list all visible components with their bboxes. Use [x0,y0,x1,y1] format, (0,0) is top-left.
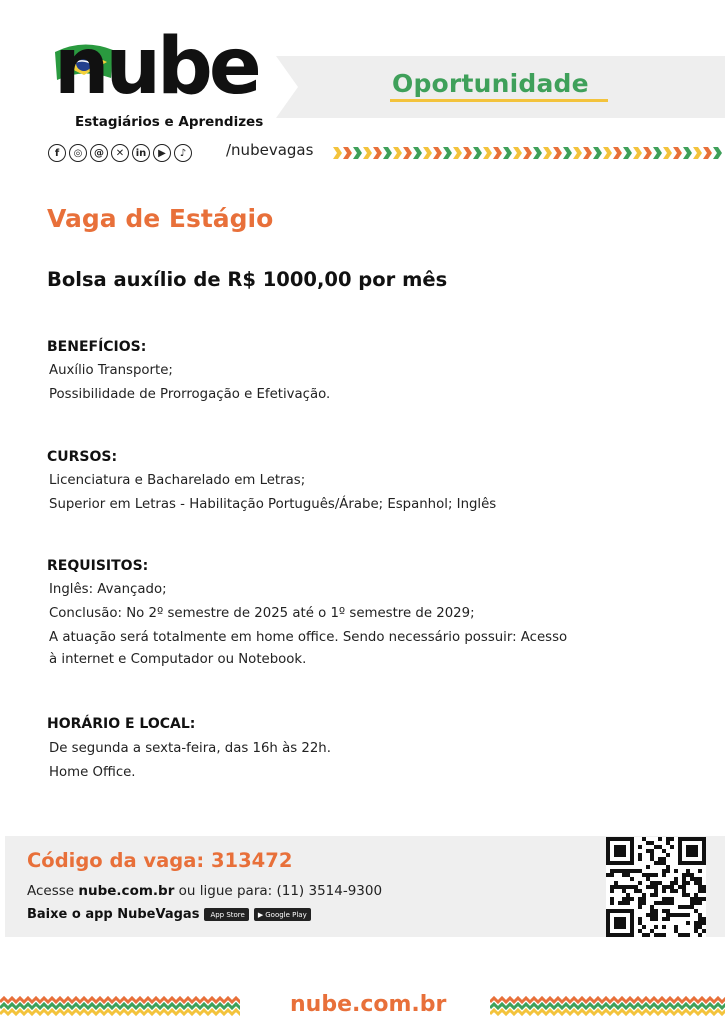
social-icons [48,142,192,164]
app-label: Baixe o app NubeVagas [27,907,200,922]
linkedin-icon[interactable]: in [132,144,150,162]
job-title: Vaga de Estágio [47,204,274,233]
benefits-line: Possibilidade de Prorrogação e Efetivação. [49,387,331,402]
app-download-row [27,907,311,922]
app-store-label: App Store [210,910,245,919]
benefits-line: Auxílio Transporte; [49,363,173,378]
banner-underline [390,99,608,102]
qr-code[interactable] [606,837,706,937]
contact-prefix: Acesse [27,883,79,899]
courses-line: Licenciatura e Bacharelado em Letras; [49,473,306,488]
instagram-icon[interactable]: ◎ [69,144,87,162]
vacancy-code: Código da vaga: 313472 [27,849,293,872]
threads-icon[interactable]: @ [90,144,108,162]
contact-site-link[interactable]: nube.com.br [78,883,175,899]
banner-label: Oportunidade [392,69,589,98]
schedule-heading: HORÁRIO E LOCAL: [47,716,196,732]
requirements-heading: REQUISITOS: [47,558,149,574]
zigzag-pattern-left [0,996,240,1018]
youtube-icon[interactable]: ▶ [153,144,171,162]
chevron-pattern [333,146,725,160]
courses-line: Superior em Letras - Habilitação Português/Árabe; Espanhol; Inglês [49,497,497,512]
google-play-label: Google Play [265,910,307,919]
facebook-icon[interactable]: f [48,144,66,162]
zigzag-pattern-right [490,996,725,1018]
requirements-line: Inglês: Avançado; [49,582,167,597]
play-icon: ▶ [257,910,264,919]
google-play-badge[interactable] [254,908,311,921]
requirements-line: à internet e Computador ou Notebook. [49,652,307,667]
x-icon[interactable]: ✕ [111,144,129,162]
stipend: Bolsa auxílio de R$ 1000,00 por mês [47,268,448,291]
social-handle: /nubevagas [226,141,314,159]
schedule-line: De segunda a sexta-feira, das 16h às 22h. [49,741,331,756]
nube-logo [48,22,264,134]
courses-heading: CURSOS: [47,449,118,465]
requirements-line: Conclusão: No 2º semestre de 2025 até o 1º semestre de 2029; [49,606,475,621]
nube-wordmark: nube [54,22,258,112]
requirements-line: A atuação será totalmente em home office. Sendo necessário possuir: Acesso [49,630,568,645]
logo-tagline: Estagiários e Aprendizes [75,114,264,130]
contact-line [27,883,382,899]
tiktok-icon[interactable]: ♪ [174,144,192,162]
app-store-badge[interactable] [204,908,248,921]
site-link[interactable]: nube.com.br [290,992,447,1017]
contact-phone: ou ligue para: (11) 3514-9300 [174,883,383,899]
schedule-line: Home Office. [49,765,136,780]
benefits-heading: BENEFÍCIOS: [47,339,147,355]
